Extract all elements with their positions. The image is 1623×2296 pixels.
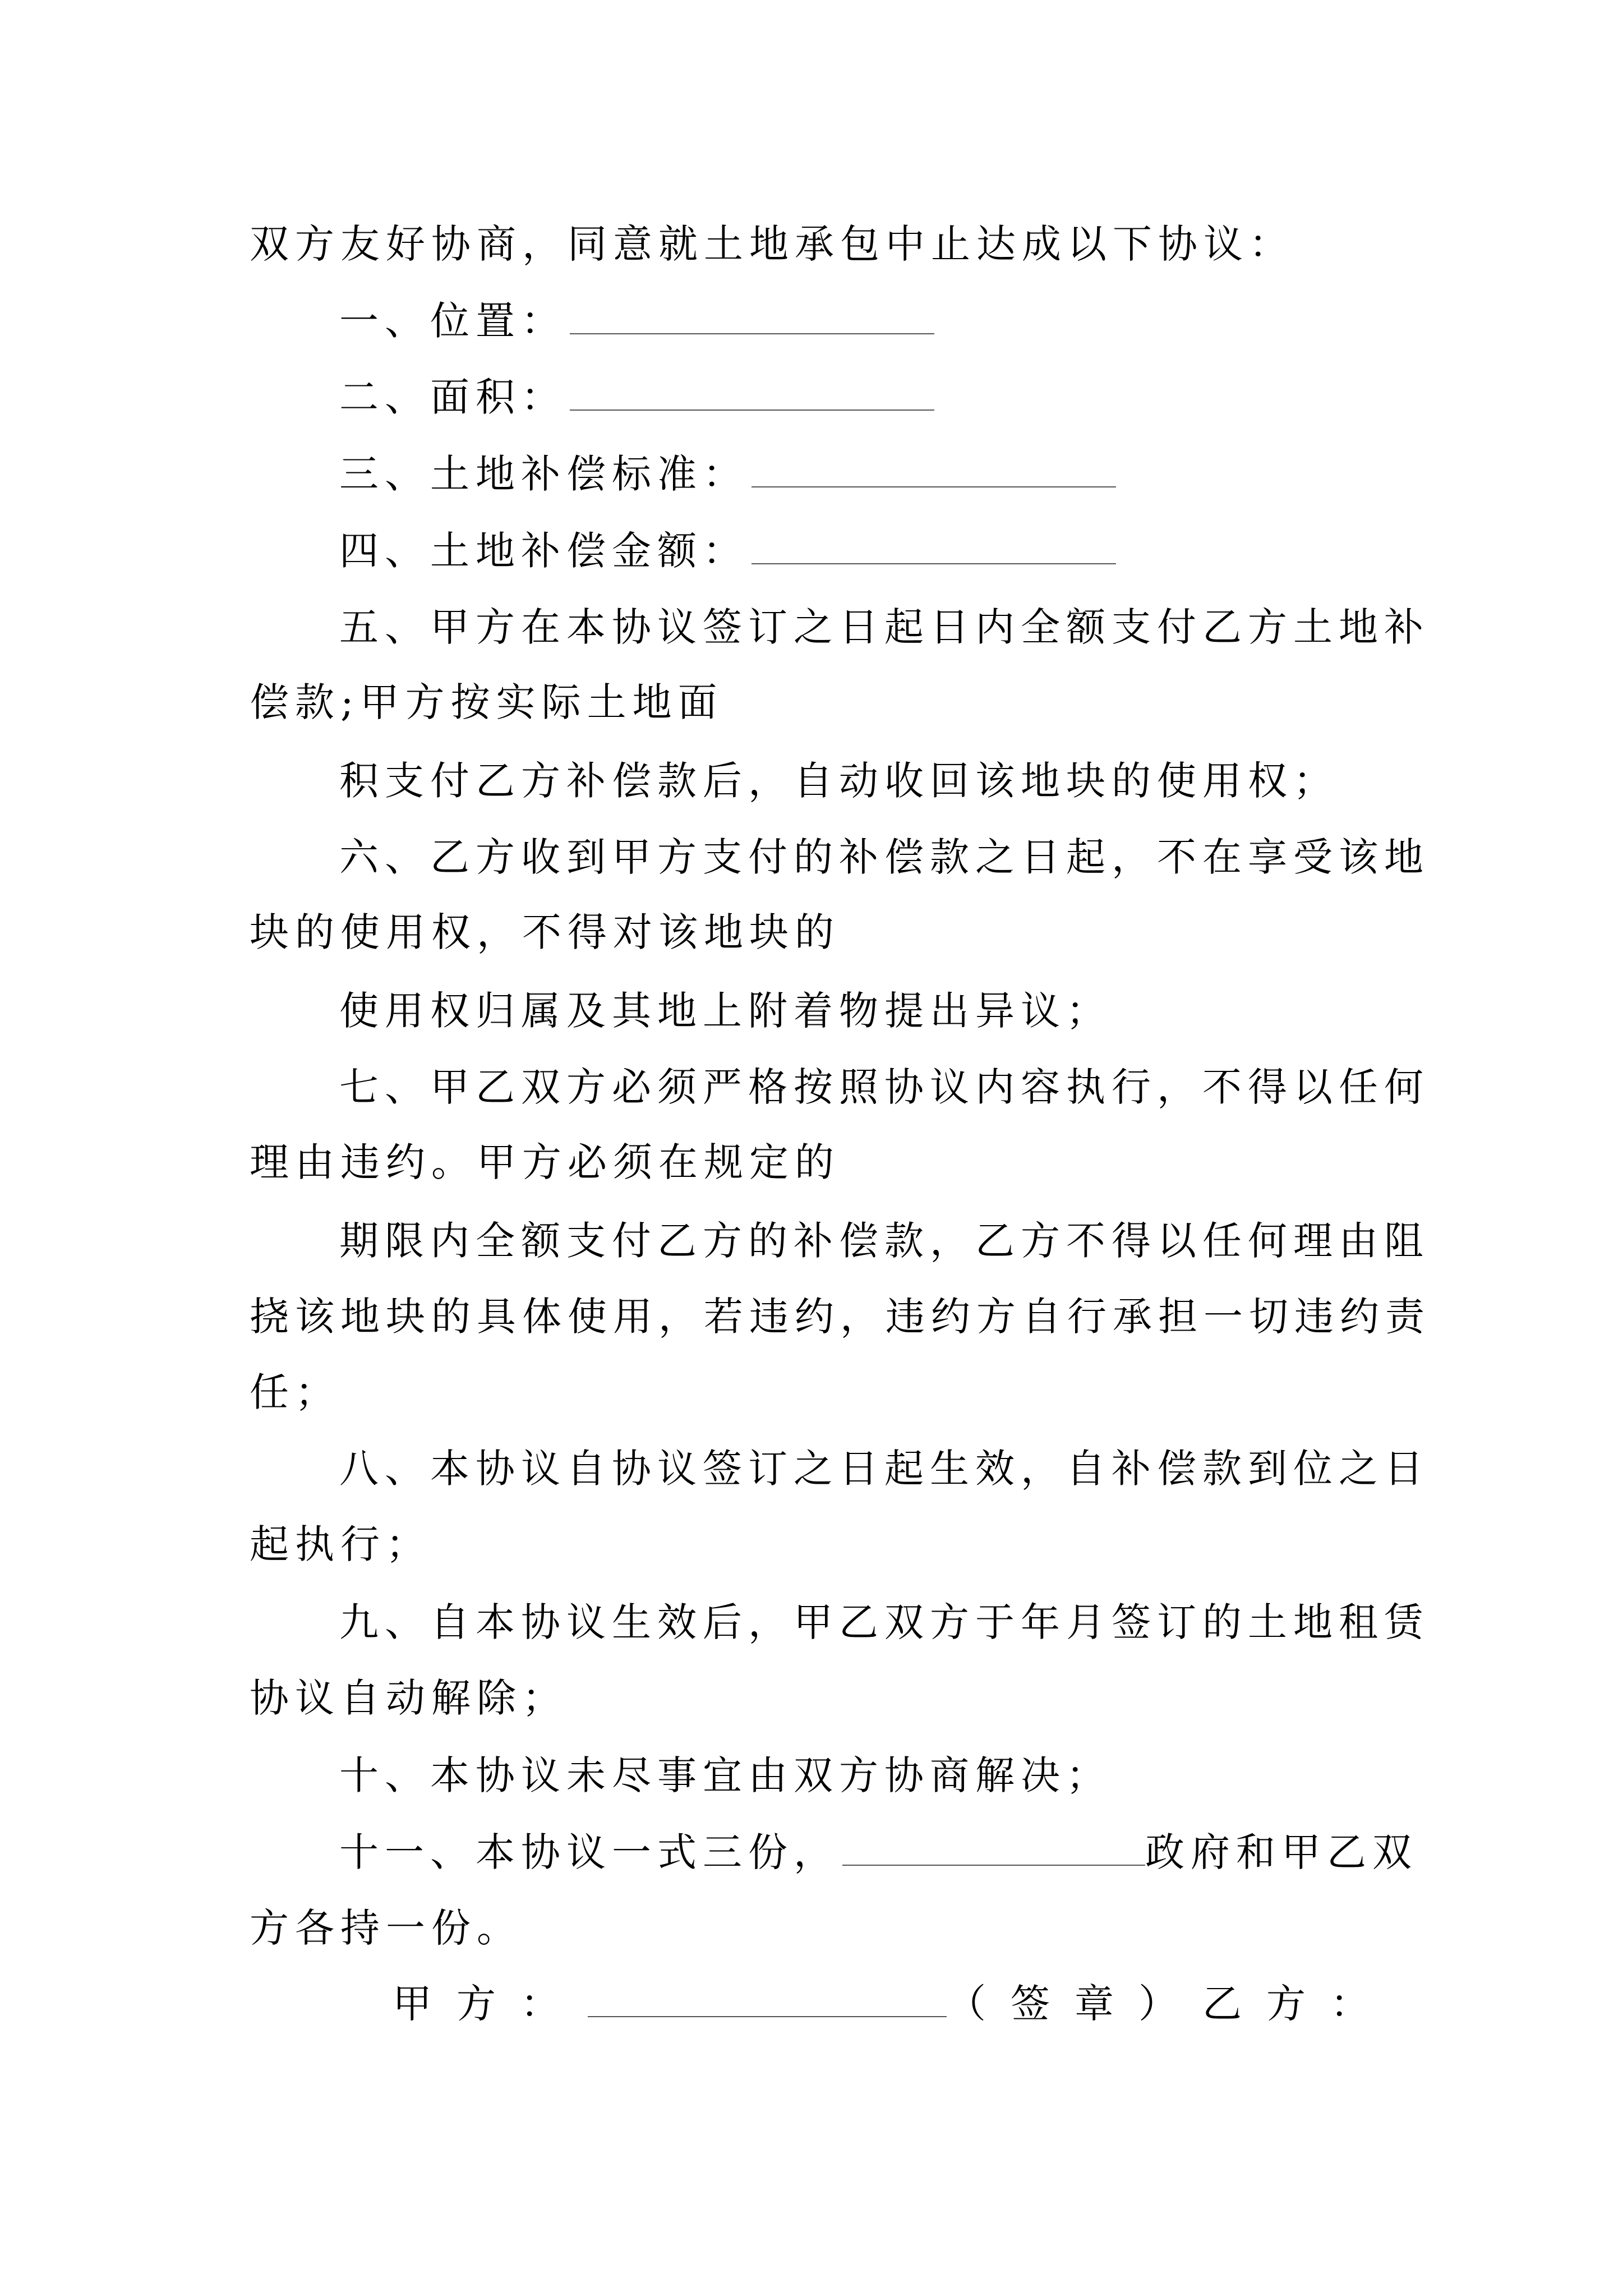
clause-label: 三、土地补偿标准：	[339, 451, 748, 497]
clause-label: 二、面积：	[339, 374, 566, 420]
clause-7-line-2: 理由违约。甲方必须在规定的	[250, 1139, 840, 1185]
clause-11-line-2: 方各持一份。	[250, 1905, 522, 1951]
compensation-standard-blank[interactable]	[751, 454, 1116, 487]
government-blank[interactable]	[842, 1832, 1145, 1866]
clause-4-amount	[339, 526, 1116, 576]
party-a-signature-blank[interactable]	[588, 1984, 947, 2017]
clause-label: 一、位置：	[339, 298, 566, 344]
clause-7-line-3: 期限内全额支付乙方的补偿款，乙方不得以任何理由阻	[339, 1218, 1430, 1264]
clause-7-line-1: 七、甲乙双方必须严格按照协议内容执行，不得以任何	[339, 1064, 1430, 1110]
clause-7-line-5: 任；	[250, 1369, 340, 1415]
intro-line: 双方友好协商，同意就土地承包中止达成以下协议：	[250, 221, 1294, 267]
clause-11-text-tail: 政府和甲乙双	[1145, 1829, 1418, 1875]
clause-8-line-2: 起执行；	[250, 1521, 431, 1567]
area-blank[interactable]	[570, 377, 934, 411]
seal-party-b-label: （签章）乙方：	[947, 1981, 1394, 2027]
clause-7-line-4: 挠该地块的具体使用，若违约，违约方自行承担一切违约责	[250, 1294, 1431, 1340]
party-a-label: 甲方：	[393, 1981, 584, 2027]
clause-5-line-1: 五、甲方在本协议签订之日起日内全额支付乙方土地补	[339, 604, 1430, 650]
clause-9-line-1: 九、自本协议生效后，甲乙双方于年月签订的土地租赁	[339, 1599, 1430, 1645]
clause-9-line-2: 协议自动解除；	[250, 1675, 568, 1721]
clause-2-area	[339, 372, 934, 422]
location-blank[interactable]	[570, 301, 934, 334]
clause-11-text: 十一、本协议一式三份，	[339, 1829, 839, 1875]
clause-6-line-1: 六、乙方收到甲方支付的补偿款之日起，不在享受该地	[339, 834, 1430, 880]
clause-8-line-1: 八、本协议自协议签订之日起生效，自补偿款到位之日	[339, 1446, 1430, 1492]
clause-6-line-3: 使用权归属及其地上附着物提出异议；	[339, 988, 1112, 1034]
clause-3-standard	[339, 449, 1116, 499]
clause-10: 十、本协议未尽事宜由双方协商解决；	[339, 1752, 1112, 1798]
compensation-amount-blank[interactable]	[751, 531, 1116, 564]
clause-5-line-3: 积支付乙方补偿款后，自动收回该地块的使用权；	[339, 758, 1339, 804]
clause-label: 四、土地补偿金额：	[339, 528, 748, 574]
clause-11-line-1	[339, 1827, 1418, 1878]
clause-5-line-2: 偿款;甲方按实际土地面	[250, 679, 723, 725]
signature-line	[393, 1978, 1394, 2029]
clause-6-line-2: 块的使用权，不得对该地块的	[250, 909, 840, 955]
clause-1-location	[339, 296, 934, 346]
